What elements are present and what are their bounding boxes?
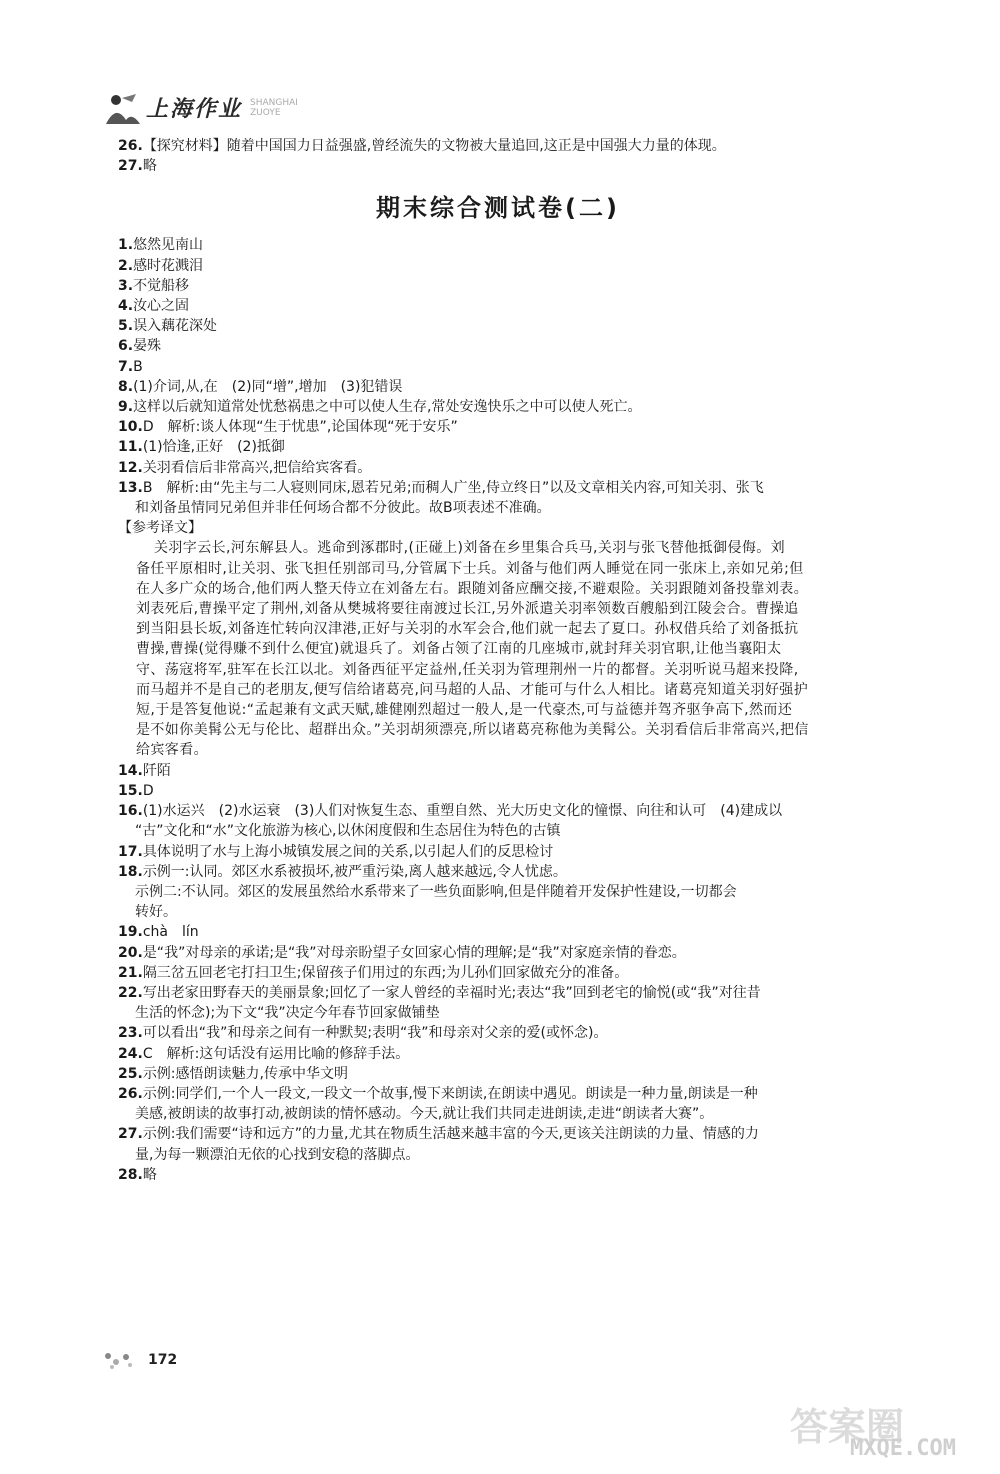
question-number: 17. bbox=[118, 843, 143, 860]
answer-line bbox=[118, 1104, 948, 1124]
answer-line bbox=[118, 377, 948, 397]
answer-line bbox=[118, 902, 948, 922]
answer-text: 不觉船移 bbox=[133, 277, 190, 294]
answer-line bbox=[118, 518, 948, 538]
question-number: 7. bbox=[118, 358, 134, 375]
answer-text: 生活的怀念);为下文“我”决定今年春节回家做铺垫 bbox=[135, 1005, 440, 1022]
answer-text: 示例:同学们,一个人一段文,一段文一个故事,慢下来朗读,在朗读中遇见。朗读是一种力量,朗读是一种 bbox=[142, 1085, 758, 1102]
answer-line bbox=[118, 437, 948, 457]
answer-text: (1)介词,从,在 (2)同“增”,增加 (3)犯错误 bbox=[133, 378, 403, 395]
question-number: 12. bbox=[118, 459, 143, 476]
answer-line bbox=[118, 235, 948, 255]
translation-line: 给宾客看。 bbox=[136, 742, 208, 759]
question-number: 10. bbox=[118, 419, 143, 436]
translation-line: 在人多广众的场合,他们两人整天侍立在刘备左右。跟随刘备应酬交接,不避艰险。关羽跟随刘备投靠刘表。 bbox=[136, 580, 809, 597]
answer-text: 可以看出“我”和母亲之间有一种默契;表明“我”和母亲对父亲的爱(或怀念)。 bbox=[142, 1025, 608, 1042]
question-number: 18. bbox=[118, 863, 143, 880]
answer-line bbox=[118, 801, 948, 821]
answer-text: 量,为每一颗漂泊无依的心找到安稳的落脚点。 bbox=[135, 1146, 420, 1163]
answer-line bbox=[118, 1165, 948, 1185]
page-content bbox=[118, 136, 948, 1185]
answer-line bbox=[118, 256, 948, 276]
question-number: 13. bbox=[118, 479, 143, 496]
answer-text: 示例二:不认同。郊区的发展虽然给水系带来了一些负面影响,但是伴随着开发保护性建设,一切都会 bbox=[135, 883, 737, 900]
question-number: 8. bbox=[118, 378, 134, 395]
answer-text: 具体说明了水与上海小城镇发展之间的关系,以引起人们的反思检讨 bbox=[142, 843, 554, 860]
question-number: 16. bbox=[118, 803, 143, 820]
page-number: 172 bbox=[148, 1352, 178, 1368]
answer-text: B 解析:由“先主与二人寝则同床,恩若兄弟;而稠人广坐,侍立终日”以及文章相关内容,可知关羽、张飞 bbox=[142, 479, 764, 496]
answer-line bbox=[118, 1044, 948, 1064]
answer-line bbox=[118, 276, 948, 296]
question-number: 19. bbox=[118, 924, 143, 941]
answer-line bbox=[118, 417, 948, 437]
question-number: 4. bbox=[118, 298, 134, 315]
answer-text: 美感,被朗读的故事打动,被朗读的情怀感动。今天,就让我们共同走进朗读,走进“朗读者大赛”。 bbox=[135, 1106, 714, 1123]
answer-text: 写出老家田野春天的美丽景象;回忆了一家人曾经的幸福时光;表达“我”回到老宅的愉悦(或“我”对往昔 bbox=[142, 984, 761, 1001]
watermark bbox=[790, 1396, 970, 1466]
question-number: 5. bbox=[118, 318, 134, 335]
answer-line bbox=[118, 136, 948, 156]
answer-list-continued bbox=[118, 761, 948, 1185]
answer-text: 和刘备虽情同兄弟但并非任何场合都不分彼此。故B项表述不准确。 bbox=[135, 500, 551, 517]
answer-text: chà lín bbox=[142, 924, 199, 941]
answer-line bbox=[118, 983, 948, 1003]
question-number: 25. bbox=[118, 1065, 143, 1082]
answer-line bbox=[118, 458, 948, 478]
answer-line bbox=[118, 156, 948, 176]
previous-section-answers bbox=[118, 136, 948, 176]
question-number: 26. bbox=[118, 138, 143, 154]
answer-line bbox=[118, 336, 948, 356]
answer-line bbox=[118, 842, 948, 862]
question-number: 20. bbox=[118, 944, 143, 961]
logo-subtitle: SHANGHAI ZUOYE bbox=[250, 98, 298, 118]
answer-text: 这样以后就知道常处忧愁祸患之中可以使人生存,常处安逸快乐之中可以使人死亡。 bbox=[133, 399, 642, 416]
answer-text: (1)水运兴 (2)水运衰 (3)人们对恢复生态、重塑自然、光大历史文化的憧憬、向往和认可 (4)建成以 bbox=[142, 803, 783, 820]
answer-line bbox=[118, 357, 948, 377]
answer-line bbox=[118, 781, 948, 801]
translation-line: 而马超并不是自己的老朋友,便写信给诸葛亮,问马超的人品、才能可与什么人相比。诸葛亮知道关羽好强护 bbox=[136, 681, 809, 698]
question-number: 27. bbox=[118, 158, 143, 175]
answer-text: (1)恰逢,正好 (2)抵御 bbox=[142, 439, 285, 456]
answer-list bbox=[118, 235, 948, 538]
answer-line bbox=[118, 1145, 948, 1165]
answer-text: 略 bbox=[142, 158, 157, 175]
answer-text: 误入藕花深处 bbox=[133, 318, 218, 335]
answer-line bbox=[118, 963, 948, 983]
translation-line: 刘表死后,曹操平定了荆州,刘备从樊城将要往南渡过长江,另外派遣关羽率领数百艘船到江陵会合。曹操追 bbox=[136, 601, 799, 618]
question-number: 3. bbox=[118, 277, 134, 294]
answer-text: B bbox=[133, 358, 143, 375]
answer-text: 感时花溅泪 bbox=[133, 257, 204, 274]
answer-line bbox=[118, 761, 948, 781]
reference-translation bbox=[118, 538, 948, 760]
answer-text: 【参考译文】 bbox=[118, 520, 202, 537]
question-number: 21. bbox=[118, 964, 143, 981]
watermark-text: MXQE.COM bbox=[850, 1436, 956, 1461]
translation-line: 守、荡寇将军,驻军在长江以北。刘备西征平定益州,任关羽为管理荆州一片的都督。关羽听说马超来投降, bbox=[136, 661, 799, 678]
answer-line bbox=[118, 821, 948, 841]
translation-line: 关羽字云长,河东解县人。逃命到涿郡时,(正碰上)刘备在乡里集合兵马,关羽与张飞替他抵御侵侮。刘 bbox=[154, 540, 786, 557]
answer-line bbox=[118, 498, 948, 518]
page-title: 期末综合测试卷(二) bbox=[376, 194, 620, 223]
answer-text: D 解析:谈人体现“生于忧患”,论国体现“死于安乐” bbox=[142, 419, 458, 436]
answer-line bbox=[118, 862, 948, 882]
question-number: 27. bbox=[118, 1126, 143, 1143]
question-number: 28. bbox=[118, 1166, 143, 1183]
answer-line bbox=[118, 1003, 948, 1023]
answer-line bbox=[118, 943, 948, 963]
logo-text: 上海作业 bbox=[146, 96, 243, 122]
watermark-glyphs: 答案圈 bbox=[790, 1405, 905, 1449]
answer-text: 示例:我们需要“诗和远方”的力量,尤其在物质生活越来越丰富的今天,更该关注朗读的力量、情感的力 bbox=[142, 1126, 759, 1143]
question-number: 9. bbox=[118, 399, 134, 416]
answer-line bbox=[118, 397, 948, 417]
question-number: 24. bbox=[118, 1045, 143, 1062]
answer-text: 阡陌 bbox=[142, 762, 171, 779]
answer-line bbox=[118, 478, 948, 498]
answer-text: D bbox=[142, 782, 154, 799]
answer-text: “古”文化和“水”文化旅游为核心,以休闲度假和生态居住为特色的古镇 bbox=[135, 823, 561, 840]
question-number: 15. bbox=[118, 782, 143, 799]
flower-ornament-icon bbox=[100, 1348, 140, 1372]
answer-line bbox=[118, 882, 948, 902]
answer-line bbox=[118, 1064, 948, 1084]
answer-line bbox=[118, 1023, 948, 1043]
book-header bbox=[100, 84, 360, 136]
question-number: 22. bbox=[118, 984, 143, 1001]
question-number: 2. bbox=[118, 257, 134, 274]
question-number: 23. bbox=[118, 1025, 143, 1042]
answer-text: 略 bbox=[142, 1166, 157, 1183]
question-number: 6. bbox=[118, 338, 134, 355]
answer-text: 示例:感悟朗读魅力,传承中华文明 bbox=[142, 1065, 348, 1082]
answer-text: 隔三岔五回老宅打扫卫生;保留孩子们用过的东西;为儿孙们回家做充分的准备。 bbox=[142, 964, 629, 981]
translation-line: 是不如你美髯公无与伦比、超群出众。”关羽胡须漂亮,所以诸葛亮称他为美髯公。关羽看信后非常高兴,把信 bbox=[136, 722, 809, 739]
translation-line: 备任平原相时,让关羽、张飞担任别部司马,分管属下士兵。刘备与他们两人睡觉在同一张床上,亲如兄弟;但 bbox=[136, 560, 804, 577]
answer-text: 【探究材料】随着中国国力日益强盛,曾经流失的文物被大量追回,这正是中国强大力量的体现。 bbox=[142, 138, 726, 154]
answer-line bbox=[118, 922, 948, 942]
question-number: 26. bbox=[118, 1085, 143, 1102]
answer-text: C 解析:这句话没有运用比喻的修辞手法。 bbox=[142, 1045, 410, 1062]
answer-line bbox=[118, 296, 948, 316]
question-number: 1. bbox=[118, 237, 134, 254]
answer-text: 是“我”对母亲的承诺;是“我”对母亲盼望子女回家心情的理解;是“我”对家庭亲情的眷恋。 bbox=[142, 944, 686, 961]
translation-line: 短,于是答复他说:“孟起兼有文武天赋,雄健刚烈超过一般人,是一代豪杰,可与益德并驾齐驱争高下,然而还 bbox=[136, 702, 793, 719]
translation-line: 到当阳县长坂,刘备连忙转向汉津港,正好与关羽的水军会合,他们就一起去了夏口。孙权借兵给了刘备抵抗 bbox=[136, 621, 799, 638]
answer-text: 晏殊 bbox=[133, 338, 162, 355]
question-number: 11. bbox=[118, 439, 143, 456]
answer-line bbox=[118, 1084, 948, 1104]
answer-text: 示例一:认同。郊区水系被损坏,被严重污染,离人越来越远,令人忧虑。 bbox=[142, 863, 567, 880]
logo-icon bbox=[102, 90, 142, 130]
answer-text: 汝心之固 bbox=[133, 298, 190, 315]
page-footer bbox=[100, 1346, 220, 1376]
question-number: 14. bbox=[118, 762, 143, 779]
answer-text: 悠然见南山 bbox=[133, 237, 204, 254]
translation-line: 曹操,曹操(觉得赚不到什么便宜)就退兵了。刘备占领了江南的几座城市,就封拜关羽官职,让他当襄阳太 bbox=[136, 641, 782, 658]
answer-text: 转好。 bbox=[135, 904, 177, 921]
answer-line bbox=[118, 1124, 948, 1144]
answer-text: 关羽看信后非常高兴,把信给宾客看。 bbox=[142, 459, 372, 476]
answer-line bbox=[118, 316, 948, 336]
